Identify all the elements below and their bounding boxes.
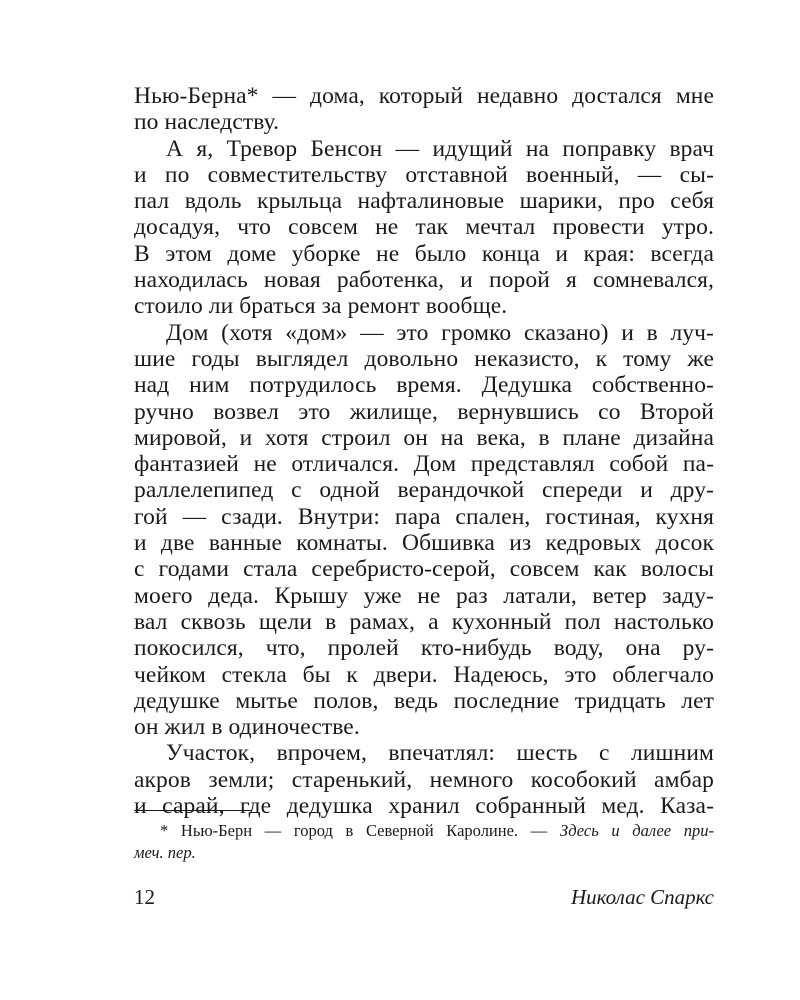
text-line: и по совместительству отставной военный, — сы- [134, 161, 714, 188]
text-line: досадуя, что совсем не так мечтал провести утро. [134, 214, 714, 241]
text-line: чейком стекла бы к двери. Надеюсь, это облегчало [134, 661, 714, 688]
text-line: дедушке мытье полов, ведь последние тридцать лет [134, 687, 714, 714]
text-line: с годами стала серебристо-серой, совсем как волосы [134, 556, 714, 583]
text-line: раллелепипед с одной верандочкой спереди и дру- [134, 477, 714, 504]
text-line: стоило ли браться за ремонт вообще. [134, 293, 508, 320]
footnote-separator [134, 810, 252, 811]
footnote [134, 820, 714, 864]
text-line: моего деда. Крышу уже не раз латали, ветер заду- [134, 582, 714, 609]
text-line: акров земли; старенький, немного кособокий амбар [134, 766, 714, 793]
text-line: он жил в одиночестве. [134, 714, 360, 741]
footnote-marker-text: * Нью-Берн — город в Северной Каролине. — [160, 821, 560, 840]
footnote-italic-note: Здесь и далее при- [559, 821, 715, 840]
footnote-line-2 [134, 842, 714, 864]
text-line: над ним потрудилось время. Дедушка собственно- [134, 372, 714, 399]
text-line: покосился, что, пролей кто-нибудь воду, она ру- [134, 635, 714, 662]
text-line: Участок, впрочем, впечатлял: шесть с лишним [166, 740, 714, 767]
text-line: по наследству. [134, 109, 280, 136]
body-text [134, 83, 714, 819]
text-line: находилась новая работенка, и порой я сомневался, [134, 267, 714, 294]
footnote-italic-note-end: меч. пер. [134, 843, 196, 862]
text-line: и сарай, где дедушка хранил собранный мед. Каза- [134, 793, 714, 820]
text-line: фантазией не отличался. Дом представлял собой па- [134, 451, 714, 478]
text-line: В этом доме уборке не было конца и края: всегда [134, 240, 714, 267]
text-line: пал вдоль крыльца нафталиновые шарики, про себя [134, 188, 714, 215]
page-number: 12 [134, 885, 155, 909]
footnote-line-1 [134, 820, 714, 842]
text-line: Дом (хотя «дом» — это громко сказано) и в луч- [166, 319, 714, 346]
text-line: ручно возвел это жилище, вернувшись со Второй [134, 398, 714, 425]
text-line: гой — сзади. Внутри: пара спален, гостиная, кухня [134, 503, 714, 530]
running-author: Николас Спаркс [570, 885, 714, 909]
text-line: шие годы выглядел довольно неказисто, к тому же [134, 345, 714, 372]
text-line: и две ванные комнаты. Обшивка из кедровых досок [134, 530, 714, 557]
text-line: мировой, и хотя строил он на века, в плане дизайна [134, 424, 714, 451]
text-line: А я, Тревор Бенсон — идущий на поправку врач [166, 135, 714, 162]
text-line: вал сквозь щели в рамах, а кухонный пол настолько [134, 608, 714, 635]
text-line: Нью-Берна* — дома, который недавно достался мне [134, 83, 714, 109]
